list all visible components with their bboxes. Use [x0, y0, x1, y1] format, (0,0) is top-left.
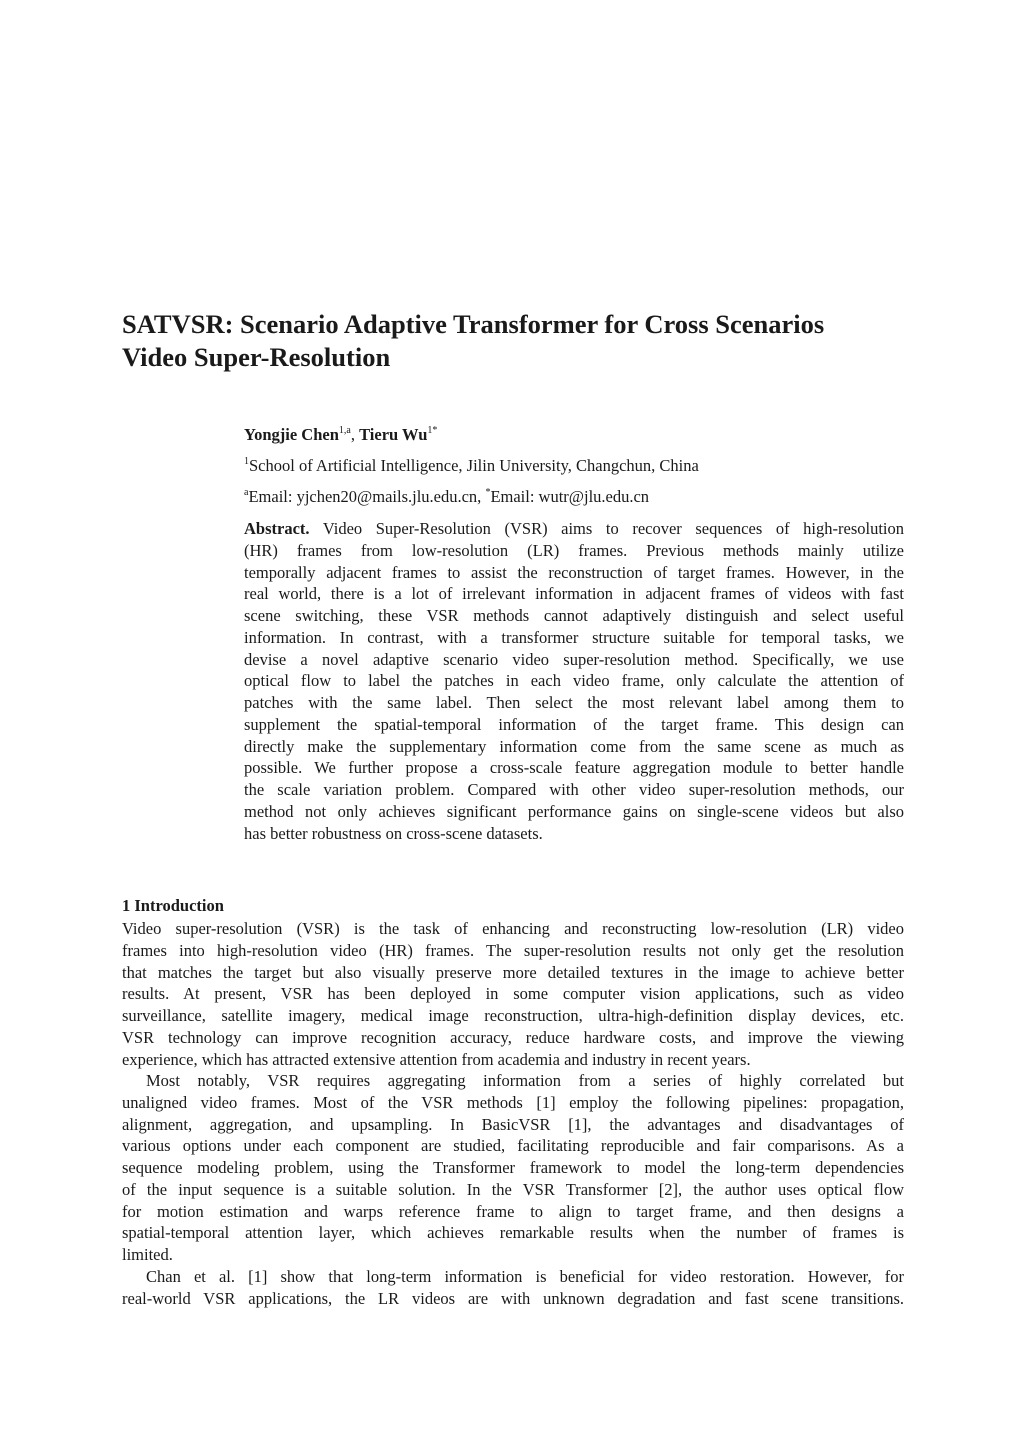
body-line: alignment, aggregation, and upsampling. In BasicVSR [1], the advantages and disadvantages of — [122, 1114, 904, 1134]
abstract-label: Abstract. — [244, 519, 310, 538]
email-text: Email: yjchen20@mails.jlu.edu.cn, — [248, 487, 486, 506]
author-name: Yongjie Chen — [244, 425, 339, 444]
abstract-line: possible. We further propose a cross-scale feature aggregation module to better handle — [244, 758, 904, 778]
affiliation-text: School of Artificial Intelligence, Jilin University, Changchun, China — [249, 456, 699, 475]
intro-paragraph-1 — [122, 918, 904, 1070]
body-line: Most notably, VSR requires aggregating information from a series of highly correlated but — [146, 1071, 904, 1090]
abstract-line: supplement the spatial-temporal information of the target frame. This design can — [244, 714, 904, 734]
author-superscript: 1* — [427, 424, 438, 436]
abstract-line: has better robustness on cross-scene datasets. — [244, 823, 543, 843]
body-line: real-world VSR applications, the LR videos are with unknown degradation and fast scene transitions. — [122, 1288, 904, 1308]
body-line: sequence modeling problem, using the Transformer framework to model the long-term dependencies — [122, 1158, 904, 1177]
abstract-text: Video Super-Resolution (VSR) aims to recover sequences of high-resolution — [309, 519, 904, 538]
abstract-line: optical flow to label the patches in each video frame, only calculate the attention of — [244, 671, 904, 691]
abstract-line: method not only achieves significant performance gains on single-scene videos but also — [244, 801, 904, 821]
abstract-line: directly make the supplementary information come from the same scene as much as — [244, 736, 904, 756]
abstract-line: real world, there is a lot of irrelevant information in adjacent frames of videos with fast — [244, 584, 904, 604]
title-line: SATVSR: Scenario Adaptive Transformer for Cross Scenarios — [122, 309, 825, 339]
paper-title — [122, 308, 912, 374]
abstract-line: temporally adjacent frames to assist the reconstruction of target frames. However, in the — [244, 562, 904, 582]
email-text: Email: wutr@jlu.edu.cn — [490, 487, 650, 506]
body-line: Video super-resolution (VSR) is the task of enhancing and reconstructing low-resolution (LR) video — [122, 919, 904, 938]
abstract-line: information. In contrast, with a transformer structure suitable for temporal tasks, we — [244, 627, 904, 647]
body-line: of the input sequence is a suitable solution. In the VSR Transformer [2], the author uses optical flow — [122, 1179, 904, 1199]
affiliation — [244, 456, 904, 476]
body-line: spatial-temporal attention layer, which achieves remarkable results when the number of frames is — [122, 1223, 904, 1243]
email-superscript: a — [244, 486, 249, 498]
body-line: unaligned video frames. Most of the VSR methods [1] employ the following pipelines: propagation, — [122, 1092, 904, 1112]
affiliation-superscript: 1 — [244, 455, 249, 467]
abstract — [244, 518, 904, 844]
title-line: Video Super-Resolution — [122, 342, 391, 372]
body-line: results. At present, VSR has been deployed in some computer vision applications, such as video — [122, 984, 904, 1004]
author-emails — [244, 487, 904, 507]
abstract-line — [244, 518, 904, 540]
abstract-line: scene switching, these VSR methods cannot adaptively distinguish and select useful — [244, 606, 904, 625]
body-line: for motion estimation and warps reference frame to align to target frame, and then designs a — [122, 1201, 904, 1221]
body-line: VSR technology can improve recognition accuracy, reduce hardware costs, and improve the viewing — [122, 1027, 904, 1047]
abstract-line: (HR) frames from low-resolution (LR) frames. Previous methods mainly utilize — [244, 540, 904, 560]
body-line: that matches the target but also visually preserve more detailed textures in the image to achieve better — [122, 962, 904, 982]
body-line: surveillance, satellite imagery, medical image reconstruction, ultra-high-definition display devices, etc. — [122, 1006, 904, 1025]
abstract-line: devise a novel adaptive scenario video super-resolution method. Specifically, we use — [244, 649, 904, 669]
email-superscript: * — [485, 486, 491, 498]
author-superscript: 1,a — [338, 424, 351, 436]
body-line: various options under each component are studied, facilitating reproducible and fair comparisons. As a — [122, 1136, 904, 1156]
author-name: Tieru Wu — [359, 425, 428, 444]
author-separator: , — [350, 425, 360, 444]
body-line: frames into high-resolution video (HR) frames. The super-resolution results not only get the resolution — [122, 940, 904, 960]
body-line: experience, which has attracted extensive attention from academia and industry in recent years. — [122, 1049, 751, 1069]
body-line: limited. — [122, 1245, 173, 1264]
abstract-line: patches with the same label. Then select the most relevant label among them to — [244, 693, 904, 712]
abstract-line: the scale variation problem. Compared with other video super-resolution methods, our — [244, 780, 904, 799]
body-line: Chan et al. [1] show that long-term information is beneficial for video restoration. However, for — [146, 1267, 904, 1286]
section-heading-introduction: 1 Introduction — [122, 896, 224, 915]
author-list — [244, 425, 904, 445]
intro-paragraph-2 — [122, 1070, 904, 1266]
intro-paragraph-3 — [122, 1266, 904, 1310]
